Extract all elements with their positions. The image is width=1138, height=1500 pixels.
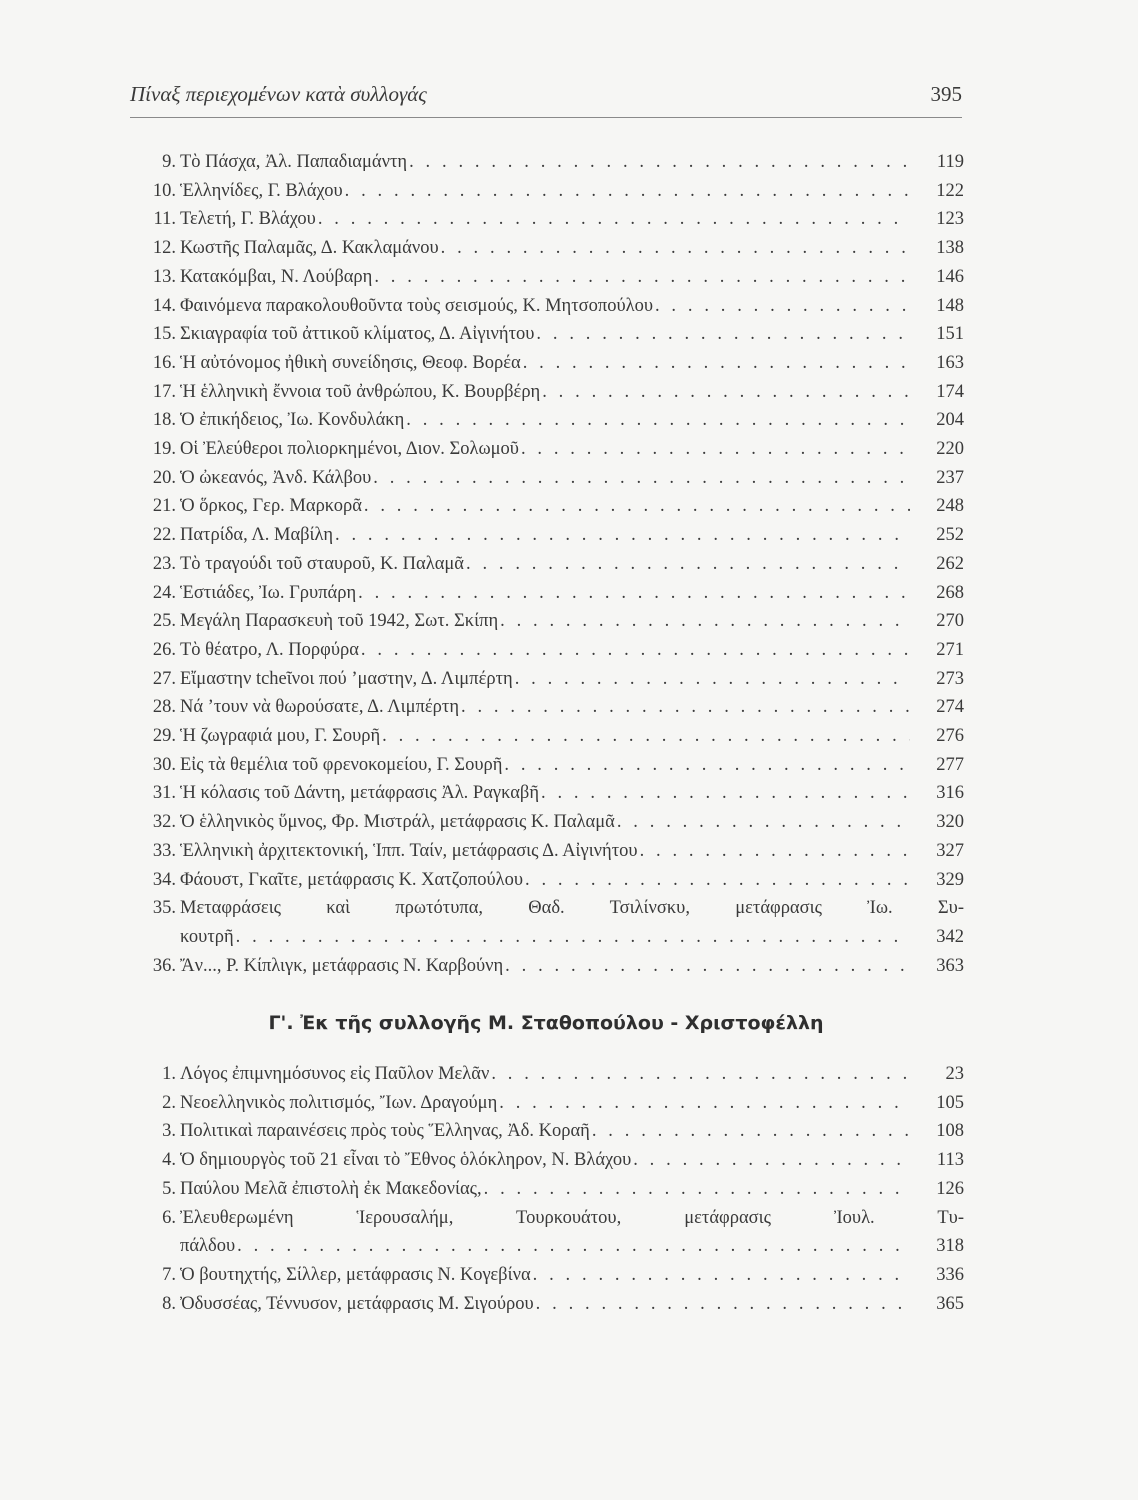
toc-entry-number: 29.: [152, 726, 176, 746]
toc-entry-number: 11.: [153, 209, 176, 230]
dot-leader: [533, 1261, 910, 1290]
toc-entry-number: 4.: [162, 1150, 176, 1171]
toc-entry-title: Ἡ κόλασις τοῦ Δάντη, μετάφρασις Ἀλ. Ραγκαβῆ: [180, 783, 540, 804]
toc-entry-page: 365: [936, 1293, 964, 1314]
toc-entry: [136, 636, 964, 665]
toc-entry-number: 34.: [152, 869, 176, 890]
dot-leader: [345, 177, 910, 206]
toc-entry-number: 10.: [152, 180, 176, 201]
toc-entry-title: Ἡ ζωγραφιά μου, Γ. Σουρῆ: [180, 726, 381, 746]
dot-leader: [318, 205, 910, 234]
dot-leader: [382, 722, 910, 751]
dot-leader: [364, 492, 910, 521]
toc-entry-number: 21.: [152, 496, 176, 517]
toc-entry-page: 113: [936, 1150, 964, 1171]
header-rule: [130, 117, 962, 118]
toc-entry-title: Ἑλληνικὴ ἀρχιτεκτονική, Ἱππ. Ταίν, μετάφρασις Δ. Αἰγινήτου: [180, 840, 638, 861]
toc-entry-number: 7.: [162, 1264, 176, 1285]
toc-entry-number: 14.: [152, 295, 176, 316]
toc-entry-title: κουτρῆ: [180, 926, 234, 947]
toc-entry-number: 8.: [162, 1293, 176, 1314]
toc-entry-number: 15.: [152, 324, 176, 345]
toc-entry: [136, 320, 964, 349]
toc-entry: [136, 1117, 964, 1146]
toc-entry-page: 277: [936, 754, 964, 775]
toc-entry-page: 163: [936, 352, 964, 373]
toc-entry-page: 146: [936, 266, 964, 287]
toc-entry-number: 1.: [162, 1064, 176, 1084]
toc-entry-page: 138: [936, 238, 964, 259]
toc-entry: [136, 808, 964, 837]
dot-leader: [500, 607, 910, 636]
page-number: 395: [930, 82, 962, 106]
toc-entry-title: Παύλου Μελᾶ ἐπιστολὴ ἐκ Μακεδονίας,: [180, 1178, 482, 1199]
toc-entry: [136, 378, 964, 407]
toc-entry: [136, 205, 964, 234]
toc-entry-title: Τελετή, Γ. Βλάχου: [180, 209, 316, 230]
toc-entry-page: 122: [936, 180, 964, 201]
toc-entry: [136, 665, 964, 694]
toc-entry-page: 342: [936, 926, 964, 947]
dot-leader: [633, 1146, 910, 1175]
toc-entry-page: 336: [936, 1264, 964, 1285]
toc-entry-first-line: [136, 894, 964, 923]
toc-entry: [136, 292, 964, 321]
toc-entry-page: 123: [936, 209, 964, 230]
toc-entry-number: 18.: [152, 410, 176, 431]
toc-entry-title: Ὁ ὠκεανός, Ἀνδ. Κάλβου: [180, 467, 372, 488]
toc-entry-page: 273: [936, 668, 964, 689]
toc-entry-page: 151: [936, 324, 964, 345]
toc-entry: [136, 263, 964, 292]
toc-entry-number: 28.: [152, 697, 176, 718]
toc-entry-title: Τὸ Πάσχα, Ἀλ. Παπαδιαμάντη: [180, 152, 408, 172]
dot-leader: [358, 579, 910, 608]
toc-entry-page: 327: [936, 840, 964, 861]
toc-entry-number: 9.: [162, 152, 176, 172]
toc-entry-title: Λόγος ἐπιμνημόσυνος εἰς Παῦλον Μελᾶν: [180, 1064, 490, 1084]
toc-entry-page: 252: [936, 525, 964, 546]
dot-leader: [374, 263, 910, 292]
dot-leader: [236, 923, 910, 952]
toc-entry-page: 329: [936, 869, 964, 890]
dot-leader: [640, 837, 910, 866]
toc-entry-number: 5.: [162, 1178, 176, 1199]
toc-entry: [136, 234, 964, 263]
dot-leader: [541, 779, 910, 808]
toc-entry-page: 23: [945, 1064, 964, 1084]
toc-entry-number: 2.: [162, 1092, 176, 1113]
toc-entry-title: Ἄν..., Ρ. Κίπλιγκ, μετάφρασις Ν. Καρβούνη: [180, 955, 504, 976]
toc-entry-title: Μεγάλη Παρασκευὴ τοῦ 1942, Σωτ. Σκίπη: [180, 611, 499, 632]
toc-entry-page: 119: [936, 152, 964, 172]
toc-entry: [136, 492, 964, 521]
toc-entry-page: 237: [936, 467, 964, 488]
toc-entry-page: 270: [936, 611, 964, 632]
toc-entry-number: 6.: [162, 1207, 176, 1228]
toc-entry-page: 320: [936, 812, 964, 833]
running-head-title: Πίναξ περιεχομένων κατὰ συλλογάς: [130, 82, 427, 106]
toc-entry: [136, 148, 964, 177]
toc-entry-number: 32.: [152, 812, 176, 833]
toc-entry-page: 105: [936, 1092, 964, 1113]
toc-entry-page: 274: [936, 697, 964, 718]
toc-entry: [136, 866, 964, 895]
toc-entry-page: 148: [936, 295, 964, 316]
toc-entry-title: Εἴμαστην tcheῖνοι πού ’μαστην, Δ. Λιμπέρτη: [180, 668, 513, 689]
toc-entry-number: 12.: [152, 238, 176, 259]
toc-entry-number: 30.: [152, 754, 176, 775]
toc-entry-number: 19.: [152, 439, 176, 459]
toc-entry-title: Εἰς τὰ θεμέλια τοῦ φρενοκομείου, Γ. Σουρῆ: [180, 754, 503, 775]
toc-entry-page: 174: [936, 381, 964, 402]
dot-leader: [504, 751, 910, 780]
toc-entry-title: Οἱ Ἐλεύθεροι πολιορκημένοι, Διον. Σολωμοῦ: [180, 439, 519, 459]
toc-entry-number: 13.: [152, 266, 176, 287]
toc-entry: [136, 923, 964, 952]
dot-leader: [542, 378, 910, 407]
toc-entry: [136, 722, 964, 751]
toc-entry-number: 17.: [152, 381, 176, 402]
toc-entry: [136, 607, 964, 636]
toc-entry-title: Ἑλληνίδες, Γ. Βλάχου: [180, 180, 343, 201]
toc-entry-title: Ὀδυσσέας, Τέννυσον, μετάφρασις Μ. Σιγούρου: [180, 1293, 534, 1314]
toc-entry-title: Φάουστ, Γκαῖτε, μετάφρασις Κ. Χατζοπούλου: [180, 869, 524, 890]
dot-leader: [536, 320, 910, 349]
toc-entry: [136, 177, 964, 206]
toc-entry: [136, 1089, 964, 1118]
dot-leader: [521, 435, 910, 464]
section-heading: Γ'. Ἐκ τῆς συλλογῆς Μ. Σταθοπούλου - Χριστοφέλλη: [268, 1012, 824, 1034]
toc-entry-title: Νεοελληνικὸς πολιτισμός, Ἴων. Δραγούμη: [180, 1092, 498, 1113]
toc-entry-title-line: Ἐλευθερωμένη Ἱερουσαλήμ, Τουρκουάτου, μετάφρασις Ἰουλ. Τυ-: [180, 1207, 964, 1228]
toc-entry: [136, 521, 964, 550]
toc-entry-number: 3.: [162, 1121, 176, 1142]
dot-leader: [466, 550, 910, 579]
toc-entry-title: Ὁ ὅρκος, Γερ. Μαρκορᾶ: [180, 496, 362, 517]
dot-leader: [484, 1175, 910, 1204]
toc-entry-title: Ἡ ἑλληνικὴ ἔννοια τοῦ ἀνθρώπου, Κ. Βουρβέρη: [180, 381, 541, 402]
toc-entry-title: Ὁ δημιουργὸς τοῦ 21 εἶναι τὸ Ἔθνος ὁλόκληρον, Ν. Βλάχου: [180, 1150, 632, 1171]
toc-entry-title-line: Μεταφράσεις καὶ πρωτότυπα, Θαδ. Τσιλίνσκυ, μετάφρασις Ἰω. Συ-: [180, 898, 964, 919]
dot-leader: [523, 349, 910, 378]
toc-entry-first-line: [136, 1204, 964, 1233]
toc-entry: [136, 751, 964, 780]
toc-entry-number: 25.: [152, 611, 176, 632]
toc-entry-title: Φαινόμενα παρακολουθοῦντα τοὺς σεισμούς, Κ. Μητσοπούλου: [180, 295, 653, 316]
toc-entry-title: Τὸ τραγούδι τοῦ σταυροῦ, Κ. Παλαμᾶ: [180, 553, 464, 574]
dot-leader: [655, 292, 910, 321]
toc-entry-page: 108: [936, 1121, 964, 1142]
toc-entry-title: Τὸ θέατρο, Λ. Πορφύρα: [180, 639, 359, 660]
toc-entry: [136, 1232, 964, 1261]
toc-entry-number: 23.: [152, 553, 176, 574]
dot-leader: [592, 1117, 910, 1146]
toc-entry: [136, 952, 964, 981]
dot-leader: [361, 636, 910, 665]
toc-entry-title: Ὁ ἑλληνικὸς ὕμνος, Φρ. Μιστράλ, μετάφρασις Κ. Παλαμᾶ: [180, 812, 615, 833]
toc-entry: [136, 579, 964, 608]
toc-entry-number: 33.: [152, 840, 176, 861]
toc-entry-number: 31.: [152, 783, 176, 804]
toc-entry-page: 262: [936, 553, 964, 574]
toc-entry-number: 24.: [152, 582, 176, 603]
toc-entry-title: πάλδου: [180, 1236, 236, 1257]
toc-entry-number: 35.: [152, 898, 176, 919]
dot-leader: [536, 1290, 910, 1319]
toc-entry-title: Πατρίδα, Λ. Μαβίλη: [180, 525, 334, 546]
toc-entry: [136, 406, 964, 435]
dot-leader: [441, 234, 910, 263]
toc-entry: [136, 550, 964, 579]
dot-leader: [335, 521, 910, 550]
toc-entry: [136, 1290, 964, 1319]
dot-leader: [237, 1232, 910, 1261]
toc-entry: [136, 464, 964, 493]
toc-entry-page: 318: [936, 1236, 964, 1257]
toc-entry-number: 27.: [152, 668, 176, 689]
toc-entry-title: Ὁ βουτηχτής, Σίλλερ, μετάφρασις Ν. Κογεβίνα: [180, 1264, 531, 1285]
dot-leader: [461, 693, 910, 722]
toc-entry: [136, 837, 964, 866]
dot-leader: [515, 665, 910, 694]
toc-entry-title: Πολιτικαὶ παραινέσεις πρὸς τοὺς Ἕλληνας, Ἀδ. Κοραῆ: [180, 1121, 590, 1142]
toc-entry: [136, 1175, 964, 1204]
toc-entry-number: 22.: [152, 525, 176, 546]
dot-leader: [499, 1089, 910, 1118]
toc-entry-title: Σκιαγραφία τοῦ ἀττικοῦ κλίματος, Δ. Αἰγινήτου: [180, 324, 535, 345]
toc-entry-title: Ἑστιάδες, Ἰω. Γρυπάρη: [180, 582, 357, 603]
toc-entry-page: 220: [936, 439, 964, 459]
toc-entry-page: 268: [936, 582, 964, 603]
toc-entry: [136, 435, 964, 464]
dot-leader: [617, 808, 910, 837]
toc-entry-page: 363: [936, 955, 964, 976]
dot-leader: [491, 1060, 910, 1089]
toc-entry-page: 126: [936, 1178, 964, 1199]
toc-entry: [136, 693, 964, 722]
dot-leader: [409, 148, 910, 177]
dot-leader: [525, 866, 910, 895]
toc-entry: [136, 1146, 964, 1175]
toc-entry-title: Νά ’τουν νὰ θωρούσατε, Δ. Λιμπέρτη: [180, 697, 460, 718]
running-head: [130, 82, 962, 112]
toc-entry-number: 36.: [152, 955, 176, 976]
toc-entry: [136, 779, 964, 808]
toc-entry-page: 271: [936, 639, 964, 660]
toc-entry-page: 276: [936, 726, 964, 746]
toc-entry-number: 20.: [152, 467, 176, 488]
toc-entry-page: 204: [936, 410, 964, 431]
toc-entry-number: 16.: [152, 352, 176, 373]
toc-entry: [136, 1060, 964, 1089]
toc-entry: [136, 1261, 964, 1290]
toc-entry: [136, 349, 964, 378]
dot-leader: [505, 952, 910, 981]
toc-entry-page: 248: [936, 496, 964, 517]
toc-entry-number: 26.: [152, 639, 176, 660]
toc-entry-title: Ἡ αὐτόνομος ἠθικὴ συνείδησις, Θεοφ. Βορέα: [180, 352, 521, 373]
dot-leader: [373, 464, 910, 493]
toc-entry-title: Κατακόμβαι, Ν. Λούβαρη: [180, 266, 373, 287]
toc-entry-title: Ὁ ἐπικήδειος, Ἰω. Κονδυλάκη: [180, 410, 405, 431]
toc-entry-page: 316: [936, 783, 964, 804]
toc-entry-title: Κωστῆς Παλαμᾶς, Δ. Κακλαμάνου: [180, 238, 439, 259]
dot-leader: [406, 406, 910, 435]
